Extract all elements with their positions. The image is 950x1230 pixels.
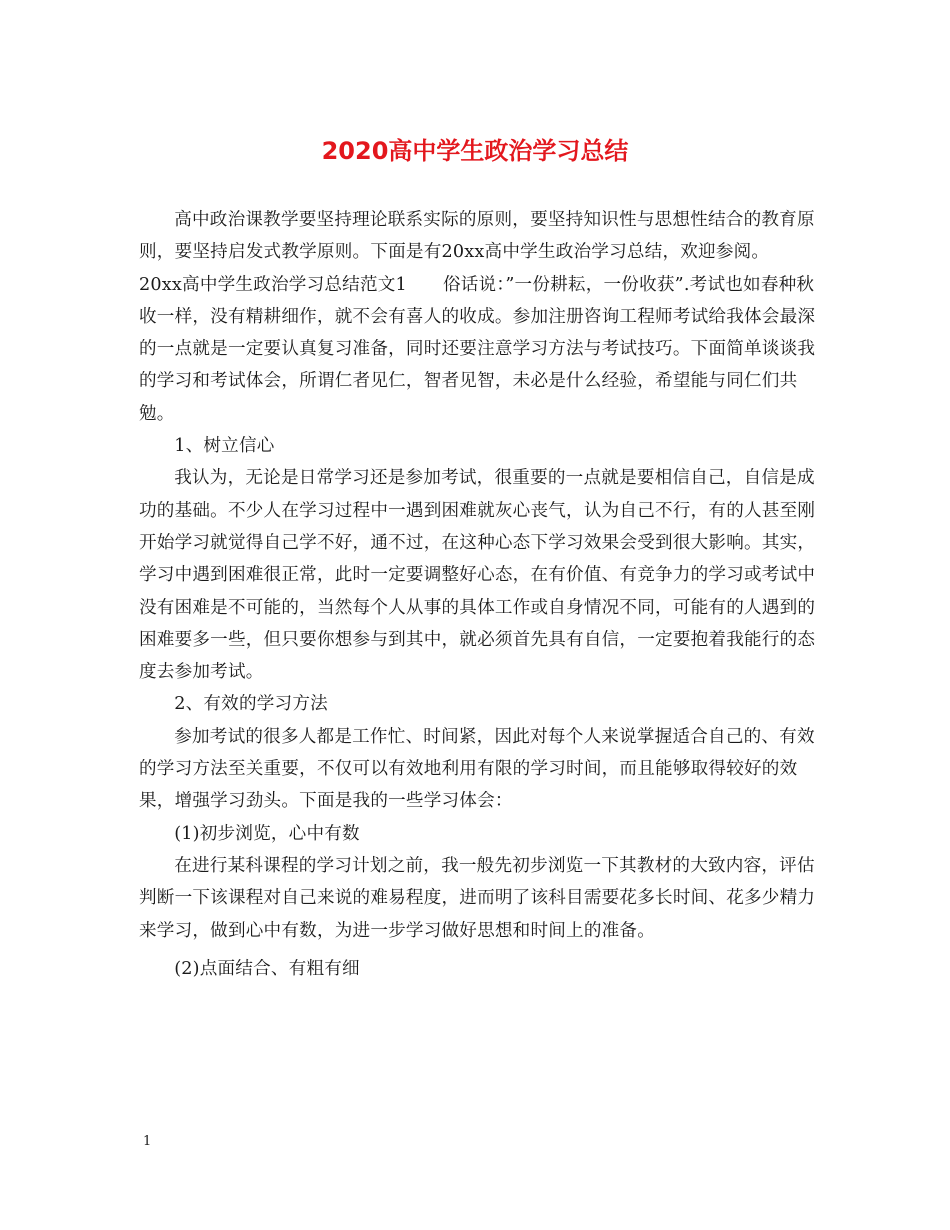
paragraph-intro: 高中政治课教学要坚持理论联系实际的原则，要坚持知识性与思想性结合的教育原则，要坚持启发式教学原则。下面是有20xx高中学生政治学习总结，欢迎参阅。 (139, 210, 815, 263)
section-heading-methods: 2、有效的学习方法 (174, 694, 328, 715)
document-body (139, 204, 829, 985)
paragraph-browse: 在进行某科课程的学习计划之前，我一般先初步浏览一下其教材的大致内容，评估判断一下该课程对自己来说的难易程度，进而明了该科目需要花多长时间、花多少精力来学习，做到心中有数，为进一步学习做好思想和时间上的准备。 (139, 855, 816, 941)
page-number: 1 (143, 1134, 152, 1149)
document-title: 2020高中学生政治学习总结 (321, 137, 629, 165)
subheading-browse: (1)初步浏览，心中有数 (174, 823, 360, 844)
paragraph-sample-1 (139, 269, 829, 430)
section-heading-confidence: 1、树立信心 (174, 436, 275, 457)
sample-opening: 俗话说：”一份耕耘，一份收获”.考试也 (442, 274, 744, 295)
paragraph-confidence: 我认为，无论是日常学习还是参加考试，很重要的一点就是要相信自己，自信是成功的基础。不少人在学习过程中一遇到困难就灰心丧气，认为自己不行，有的人甚至刚开始学习就觉得自己学不好，通不过，在这种心态下学习效果会受到很大影响。其实，学习中遇到困难很正常，此时一定要调整好心态，在有价值、有竞争力的学习或考试中没有困难是不可能的，当然每个人从事的具体工作或自身情况不同，可能有的人遇到的困难要多一些，但只要你想参与到其中，就必须首先具有自信，一定要抱着我能行的态度去参加考试。 (139, 468, 816, 683)
sample-body: 如春种秋收一样，没有精耕细作，就不会有喜人的收成。参加注册咨询工程师考试给我体会最深的一点就是一定要认真复习准备，同时还要注意学习方法与考试技巧。下面简单谈谈我的学习和考试体会，所谓仁者见仁，智者见智，未必是什么经验，希望能与同仁们共勉。 (139, 274, 816, 424)
paragraph-methods: 参加考试的很多人都是工作忙、时间紧，因此对每个人来说掌握适合自己的、有效的学习方法至关重要，不仅可以有效地利用有限的学习时间，而且能够取得较好的效果，增强学习劲头。下面是我的一些学习体会： (139, 726, 815, 812)
sample-heading: 20xx高中学生政治学习总结范文1 (139, 274, 407, 295)
subheading-combine: (2)点面结合、有粗有细 (174, 958, 360, 979)
